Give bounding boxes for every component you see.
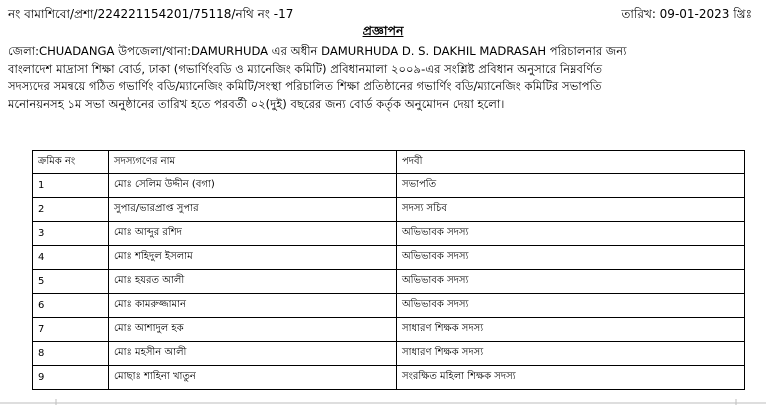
table-header-row (33, 151, 745, 174)
member-name-cell: মোঃ আব্দুর রশিদ (109, 222, 397, 246)
serial-cell: 5 (33, 270, 109, 294)
body-line: বাংলাদেশ মাদ্রাসা শিক্ষা বোর্ড, ঢাকা (গভার্ণিংবডি ও ম্যানেজিং কমিটি) প্রবিধানমালা ২০০৯-এর সংশ্লিষ্ট প্রবিধান অনুসারে নিম্নবর্ণিত (8, 61, 603, 76)
serial-cell: 9 (33, 366, 109, 390)
body-line: সদস্যদের সমন্বয়ে গঠিত গভার্ণিং বডি/ম্যানেজিং কমিটি/সংস্থা পরিচালিত শিক্ষা প্রতিষ্ঠানের গভার্ণিং বডি/ম্যানেজিং কমিটির সভাপতি (8, 79, 602, 93)
serial-cell: 2 (33, 198, 109, 222)
table-row (33, 294, 745, 318)
table-row (33, 246, 745, 270)
designation-cell: অভিভাবক সদস্য (397, 270, 745, 294)
designation-cell: সাধারণ শিক্ষক সদস্য (397, 342, 745, 366)
member-name-cell: মোঃ হযরত আলী (109, 270, 397, 294)
table-row (33, 270, 745, 294)
table-row (33, 318, 745, 342)
designation-cell: অভিভাবক সদস্য (397, 294, 745, 318)
header-serial: ক্রমিক নং (33, 151, 109, 174)
table-row (33, 222, 745, 246)
table-row (33, 342, 745, 366)
member-name-cell: মোঃ মহসীন আলী (109, 342, 397, 366)
serial-cell: 7 (33, 318, 109, 342)
member-name-cell: সুপার/ভারপ্রাপ্ত সুপার (109, 198, 397, 222)
page-bottom-rule (0, 399, 766, 405)
members-table (32, 150, 745, 390)
member-name-cell: মোঃ আশাদুল হক (109, 318, 397, 342)
header-designation: পদবী (397, 151, 745, 174)
body-line: জেলা:CHUADANGA উপজেলা/থানা:DAMURHUDA এর অধীন DAMURHUDA D. S. DAKHIL MADRASAH পরিচালনার জন্য (8, 44, 627, 58)
table-row (33, 366, 745, 390)
issue-date: তারিখ: 09-01-2023 খ্রিঃ (621, 7, 752, 21)
table-row (33, 198, 745, 222)
memo-number: নং বামাশিবো/প্রশা/224221154201/75118/নথি নং -17 (8, 7, 294, 21)
designation-cell: অভিভাবক সদস্য (397, 246, 745, 270)
designation-cell: সদস্য সচিব (397, 198, 745, 222)
member-name-cell: মোঃ সেলিম উদ্দীন (বগা) (109, 174, 397, 198)
serial-cell: 3 (33, 222, 109, 246)
header-member-name: সদস্যগণের নাম (109, 151, 397, 174)
member-name-cell: মোছাঃ শাহিনা খাতুন (109, 366, 397, 390)
member-name-cell: মোঃ কামরুজ্জামান (109, 294, 397, 318)
serial-cell: 6 (33, 294, 109, 318)
designation-cell: অভিভাবক সদস্য (397, 222, 745, 246)
document-header (8, 6, 760, 22)
serial-cell: 8 (33, 342, 109, 366)
body-line: মনোনয়নসহ ১ম সভা অনুষ্ঠানের তারিখ হতে পরবর্তী ০২(দুই) বছরের জন্য বোর্ড কর্তৃক অনুমোদন দেয়া হলো। (8, 96, 505, 111)
document-title (0, 23, 766, 39)
designation-cell: সাধারণ শিক্ষক সদস্য (397, 318, 745, 342)
designation-cell: সংরক্ষিত মহিলা শিক্ষক সদস্য (397, 366, 745, 390)
member-name-cell: মোঃ শহিদুল ইসলাম (109, 246, 397, 270)
title-text: প্রজ্ঞাপন (362, 23, 404, 38)
designation-cell: সভাপতি (397, 174, 745, 198)
serial-cell: 4 (33, 246, 109, 270)
serial-cell: 1 (33, 174, 109, 198)
table-row (33, 174, 745, 198)
body-paragraph (8, 43, 760, 113)
